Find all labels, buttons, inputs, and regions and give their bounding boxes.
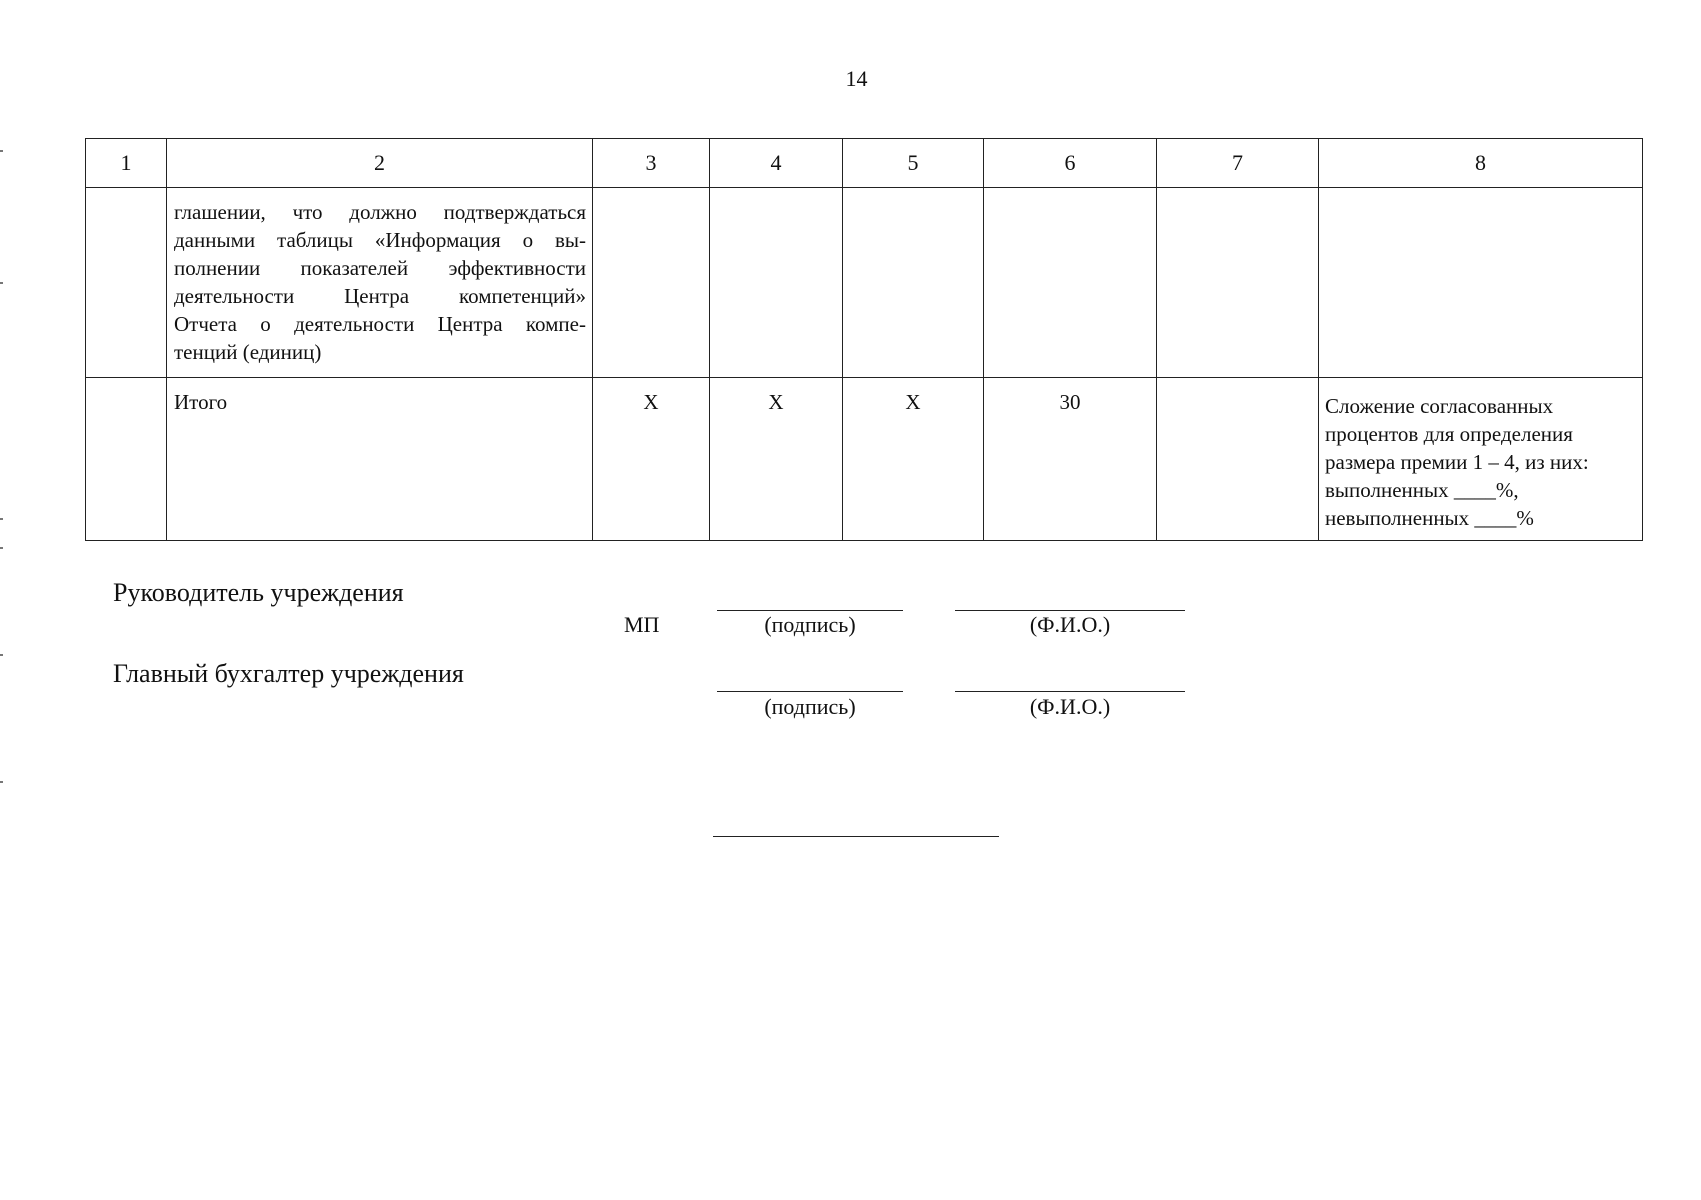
scan-mark [0, 150, 3, 152]
header-cell-8: 8 [1319, 139, 1643, 188]
scan-mark [0, 547, 3, 549]
cell-6 [984, 188, 1157, 378]
row-number-cell [86, 188, 167, 378]
scan-mark [0, 781, 3, 783]
header-cell-6: 6 [984, 139, 1157, 188]
total-label-cell [167, 378, 593, 541]
total-col3-value: Х [643, 390, 659, 414]
description-line: глашении, что должно подтверждаться [174, 200, 586, 224]
head-name-caption: (Ф.И.О.) [1029, 612, 1111, 637]
total-note [1319, 378, 1642, 532]
table-row [86, 188, 1643, 378]
description-text [167, 188, 592, 366]
description-line: данными таблицы «Информация о вы- [174, 228, 586, 252]
header-cell-1: 1 [86, 139, 167, 188]
head-signature-caption: (подпись) [764, 612, 856, 637]
header-cell-7: 7 [1157, 139, 1319, 188]
description-cell [167, 188, 593, 378]
scan-mark [0, 518, 3, 520]
total-cell-7 [1157, 378, 1319, 541]
total-row [86, 378, 1643, 541]
cell-5 [843, 188, 984, 378]
header-cell-5: 5 [843, 139, 984, 188]
head-name-line [955, 610, 1185, 611]
report-table [85, 138, 1643, 541]
total-label: Итого [174, 390, 228, 414]
description-line: деятельности Центра компетенций» [174, 284, 586, 308]
total-cell-8 [1319, 378, 1643, 541]
total-col6-value: 30 [1059, 390, 1081, 414]
cell-3 [593, 188, 710, 378]
note-line: размера премии 1 – 4, из них: [1325, 450, 1589, 474]
total-col5-value: Х [905, 390, 921, 414]
head-title: Руководитель учреждения [113, 578, 404, 607]
note-line: Сложение согласованных [1325, 394, 1554, 418]
total-cell-6 [984, 378, 1157, 541]
accountant-name-caption: (Ф.И.О.) [1029, 694, 1111, 719]
total-cell-4 [710, 378, 843, 541]
note-line: выполненных ____%, [1325, 478, 1519, 502]
total-col4-value: Х [768, 390, 784, 414]
cell-8 [1319, 188, 1643, 378]
header-cell-3: 3 [593, 139, 710, 188]
page-number: 14 [845, 66, 868, 91]
description-line: тенций (единиц) [174, 340, 322, 364]
total-cell-5 [843, 378, 984, 541]
row-number-cell [86, 378, 167, 541]
header-cell-4: 4 [710, 139, 843, 188]
scan-mark [0, 654, 3, 656]
end-of-document-line [713, 836, 999, 837]
total-cell-3 [593, 378, 710, 541]
accountant-title: Главный бухгалтер учреждения [113, 659, 464, 688]
cell-4 [710, 188, 843, 378]
note-line: процентов для определения [1325, 422, 1573, 446]
table-header-row [86, 139, 1643, 188]
head-signature-line [717, 610, 903, 611]
cell-7 [1157, 188, 1319, 378]
description-line: полнении показателей эффективности [174, 256, 586, 280]
stamp-place-label: МП [624, 612, 660, 637]
accountant-signature-line [717, 691, 903, 692]
scan-mark [0, 282, 3, 284]
description-line: Отчета о деятельности Центра компе- [174, 312, 586, 336]
header-cell-2: 2 [167, 139, 593, 188]
accountant-name-line [955, 691, 1185, 692]
accountant-signature-caption: (подпись) [764, 694, 856, 719]
note-line: невыполненных ____% [1325, 506, 1534, 530]
